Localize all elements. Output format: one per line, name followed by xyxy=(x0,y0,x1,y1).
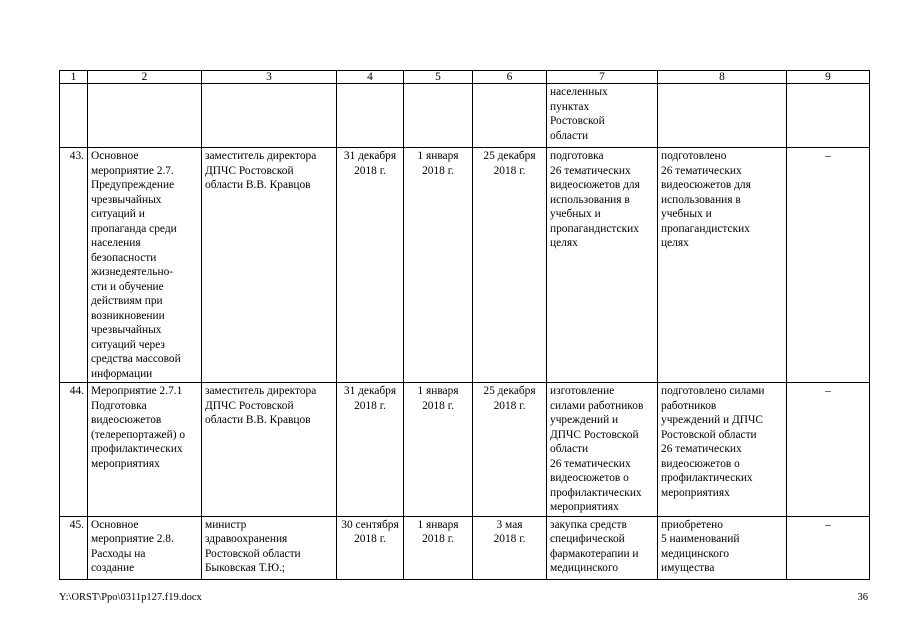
row-number: 43. xyxy=(60,148,88,383)
responsible-person: заместитель директора ДПЧС Ростовской области В.В. Кравцов xyxy=(202,383,337,517)
planned-result: населенных пунктах Ростовской области xyxy=(547,84,658,148)
column-header: 5 xyxy=(404,71,473,84)
planned-result: изготовление силами работников учреждений и ДПЧС Ростовской области 26 тематических видеосюжетов о профилактических мероприятиях xyxy=(547,383,658,517)
activity-name: Основное мероприятие 2.8. Расходы на создание xyxy=(88,516,202,579)
start-date: 31 декабря 2018 г. xyxy=(337,148,404,383)
planned-result: подготовка 26 тематических видеосюжетов для использования в учебных и пропагандистских целях xyxy=(547,148,658,383)
actual-result: подготовлено 26 тематических видеосюжетов для использования в учебных и пропагандистских целях xyxy=(658,148,787,383)
table-row xyxy=(60,516,870,579)
actual-result: приобретено 5 наименований медицинского имущества xyxy=(658,516,787,579)
row-number xyxy=(60,84,88,148)
table-row xyxy=(60,148,870,383)
activity-name: Мероприятие 2.7.1 Подготовка видеосюжетов (телерепортажей) о профилактических мероприятиях xyxy=(88,383,202,517)
note xyxy=(787,84,870,148)
note: – xyxy=(787,148,870,383)
column-header: 9 xyxy=(787,71,870,84)
actual-result xyxy=(658,84,787,148)
end-date: 1 января 2018 г. xyxy=(404,148,473,383)
actual-date: 25 декабря 2018 г. xyxy=(473,383,547,517)
actual-result: подготовлено силами работников учреждений и ДПЧС Ростовской области 26 тематических видеосюжетов о профилактических мероприятиях xyxy=(658,383,787,517)
column-header: 1 xyxy=(60,71,88,84)
row-number: 45. xyxy=(60,516,88,579)
actual-date: 3 мая 2018 г. xyxy=(473,516,547,579)
note: – xyxy=(787,383,870,517)
responsible-person: министр здравоохранения Ростовской области Быковская Т.Ю.; xyxy=(202,516,337,579)
activity-name: Основное мероприятие 2.7. Предупреждение чрезвычайных ситуаций и пропаганда среди населения безопасности жизнедеятельно- сти и обучение действиям при возникновении чрезвычайных ситуаций через средства массовой информации xyxy=(88,148,202,383)
responsible-person: заместитель директора ДПЧС Ростовской области В.В. Кравцов xyxy=(202,148,337,383)
end-date: 1 января 2018 г. xyxy=(404,516,473,579)
table-header-row xyxy=(60,71,870,84)
responsible-person xyxy=(202,84,337,148)
column-header: 4 xyxy=(337,71,404,84)
row-number: 44. xyxy=(60,383,88,517)
table-row xyxy=(60,383,870,517)
column-header: 2 xyxy=(88,71,202,84)
column-header: 7 xyxy=(547,71,658,84)
table-row xyxy=(60,84,870,148)
start-date: 31 декабря 2018 г. xyxy=(337,383,404,517)
end-date xyxy=(404,84,473,148)
actual-date xyxy=(473,84,547,148)
planned-result: закупка средств специфической фармакотерапии и медицинского xyxy=(547,516,658,579)
end-date: 1 января 2018 г. xyxy=(404,383,473,517)
start-date xyxy=(337,84,404,148)
page-number: 36 xyxy=(857,592,868,603)
report-table xyxy=(59,70,870,580)
column-header: 3 xyxy=(202,71,337,84)
start-date: 30 сентября 2018 г. xyxy=(337,516,404,579)
actual-date: 25 декабря 2018 г. xyxy=(473,148,547,383)
note: – xyxy=(787,516,870,579)
column-header: 8 xyxy=(658,71,787,84)
footer-file-path: Y:\ORST\Ppo\0311p127.f19.docx xyxy=(59,592,202,603)
column-header: 6 xyxy=(473,71,547,84)
activity-name xyxy=(88,84,202,148)
